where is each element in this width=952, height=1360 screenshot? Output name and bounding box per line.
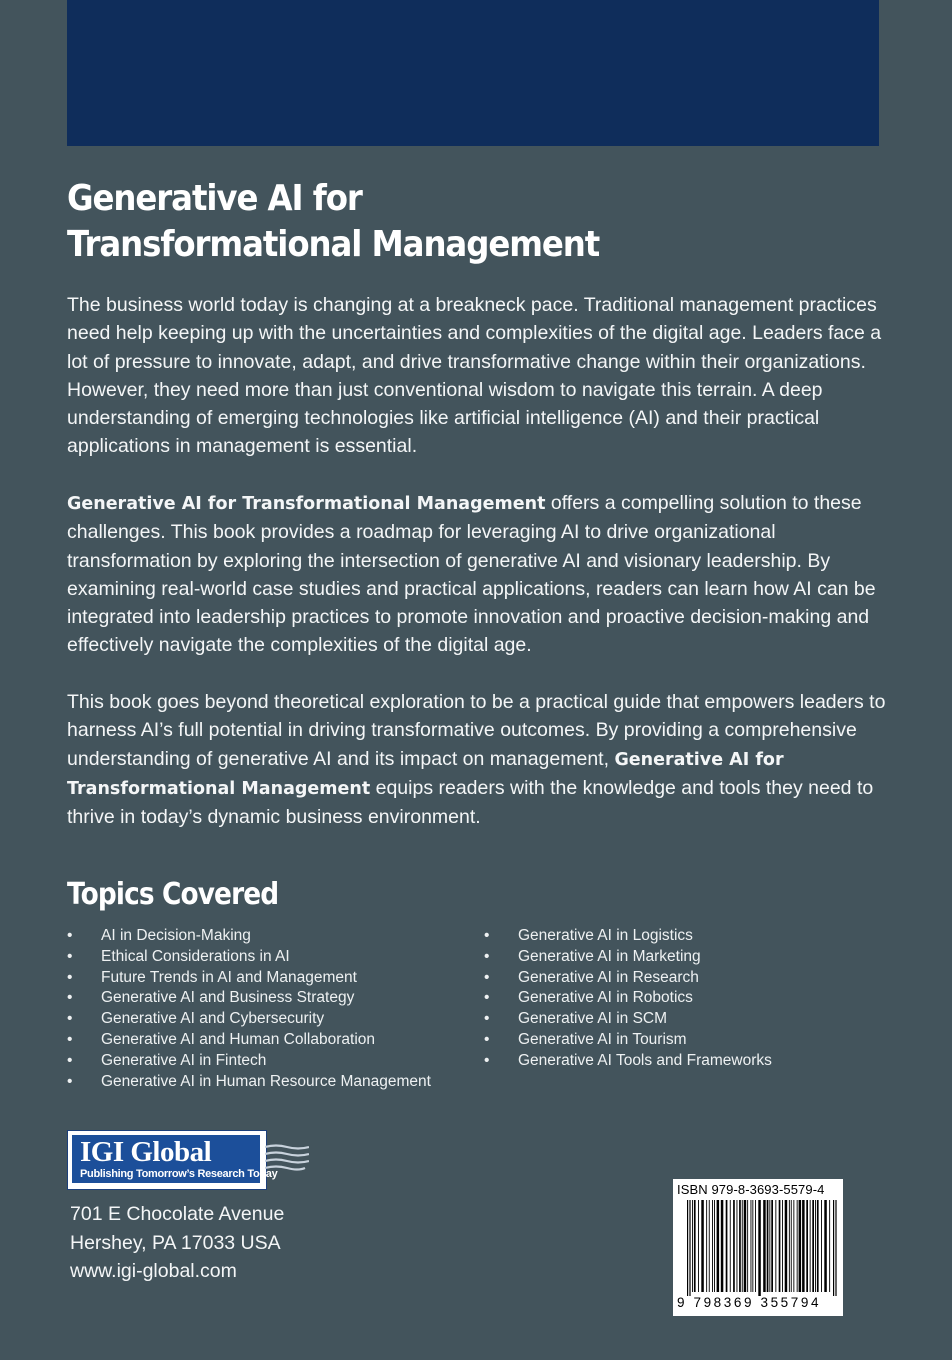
bullet-icon: • — [484, 1051, 490, 1069]
topics-list-left — [67, 926, 431, 1092]
title-line-2: Transformational Management — [67, 224, 600, 265]
publisher-logo — [67, 1130, 309, 1194]
topic-item — [67, 1072, 431, 1093]
description-paragraph-3 — [67, 688, 887, 831]
isbn-label: ISBN 979-8-3693-5579-4 — [677, 1182, 825, 1197]
topic-item — [67, 988, 431, 1009]
bullet-icon: • — [484, 927, 490, 944]
topic-item — [67, 926, 431, 947]
paragraph3-text-start: This book goes beyond theoretical exploration to be a practical guide that empowers leaders to harness AI’s full potential in driving transformative outcomes. By providing a comprehensive understanding of generative AI and its impact on management, — [67, 691, 886, 770]
barcode-digits: 9 798369 355794 — [677, 1295, 822, 1310]
logo-tagline: Publishing Tomorrow’s Research Today — [80, 1168, 278, 1180]
bullet-icon: • — [67, 1030, 73, 1048]
bullet-icon: • — [67, 989, 73, 1007]
address-city: Hershey, PA 17033 USA — [70, 1231, 281, 1254]
topics-list-right — [484, 926, 772, 1072]
topic-label: Generative AI and Cybersecurity — [101, 1010, 325, 1028]
bullet-icon: • — [67, 1010, 73, 1028]
topic-item — [484, 1051, 772, 1072]
topic-item — [484, 947, 772, 968]
publisher-address — [70, 1200, 284, 1286]
logo-frame — [67, 1130, 278, 1190]
logo-name: IGI Global — [80, 1136, 212, 1168]
topic-item — [67, 1009, 431, 1030]
topic-item — [67, 947, 431, 968]
bullet-icon: • — [484, 1010, 490, 1028]
bullet-icon: • — [484, 947, 490, 965]
topic-label: Generative AI in Human Resource Management — [101, 1072, 431, 1090]
bullet-icon: • — [484, 989, 490, 1007]
isbn-barcode — [673, 1179, 843, 1316]
address-street: 701 E Chocolate Avenue — [70, 1203, 285, 1225]
topic-label: Future Trends in AI and Management — [101, 968, 357, 986]
bullet-icon: • — [67, 927, 73, 944]
topic-item — [484, 926, 772, 947]
paragraph2-book-title: Generative AI for Transformational Management — [67, 494, 546, 514]
topic-label: Generative AI in Research — [518, 968, 699, 986]
topic-item — [67, 1030, 431, 1051]
topic-item — [484, 1009, 772, 1030]
bullet-icon: • — [67, 947, 73, 965]
bullet-icon: • — [67, 1072, 73, 1090]
topic-item — [67, 968, 431, 989]
topics-heading: Topics Covered — [67, 877, 279, 912]
publisher-website: www.igi-global.com — [70, 1260, 237, 1282]
paragraph3-book-title: Generative AI for Transformational Management — [67, 749, 784, 799]
topic-item — [484, 988, 772, 1009]
description-paragraph-2 — [67, 489, 887, 660]
topic-label: AI in Decision-Making — [101, 927, 251, 944]
topic-label: Generative AI in Logistics — [518, 927, 693, 944]
topic-item — [484, 1030, 772, 1051]
topic-label: Generative AI in Tourism — [518, 1030, 687, 1048]
paragraph2-text: offers a compelling solution to these challenges. This book provides a roadmap for leveraging AI to drive organizational transformation by exploring the intersection of generative AI and visionary leadership. By examining real-world case studies and practical applications, readers can learn how AI can be integrated into leadership practices to promote innovation and proactive decision-making and effectively navigate the complexities of the digital age. — [67, 492, 876, 657]
topic-item — [484, 968, 772, 989]
topic-label: Ethical Considerations in AI — [101, 947, 290, 965]
topic-label: Generative AI and Business Strategy — [101, 989, 355, 1007]
bullet-icon: • — [484, 1030, 490, 1048]
paragraph3-text-end: equips readers with the knowledge and tools they need to thrive in today’s dynamic business environment. — [67, 776, 874, 829]
topic-item — [67, 1051, 431, 1072]
logo-stripes-icon — [265, 1144, 309, 1174]
book-title — [67, 176, 769, 268]
topic-label: Generative AI in Marketing — [518, 947, 701, 965]
title-line-1: Generative AI for — [67, 178, 362, 219]
barcode-bars — [677, 1200, 839, 1296]
bullet-icon: • — [67, 968, 73, 986]
topic-label: Generative AI in Robotics — [518, 989, 693, 1007]
top-color-band — [67, 0, 879, 146]
bullet-icon: • — [67, 1051, 73, 1069]
topic-label: Generative AI Tools and Frameworks — [518, 1051, 772, 1069]
bullet-icon: • — [484, 968, 490, 986]
logo-panel — [72, 1135, 278, 1183]
topic-label: Generative AI in Fintech — [101, 1051, 267, 1069]
topic-label: Generative AI in SCM — [518, 1010, 668, 1028]
topic-label: Generative AI and Human Collaboration — [101, 1030, 375, 1048]
description-paragraph-1: The business world today is changing at a breakneck pace. Traditional management practices need help keeping up with the uncertainties and complexities of the digital age. Leaders face a lot of pressure to innovate, adapt, and drive transformative change within their organizations. However, they need more than just conventional wisdom to navigate this terrain. A deep understanding of emerging technologies like artificial intelligence (AI) and their practical applications in management is essential. — [67, 294, 882, 458]
